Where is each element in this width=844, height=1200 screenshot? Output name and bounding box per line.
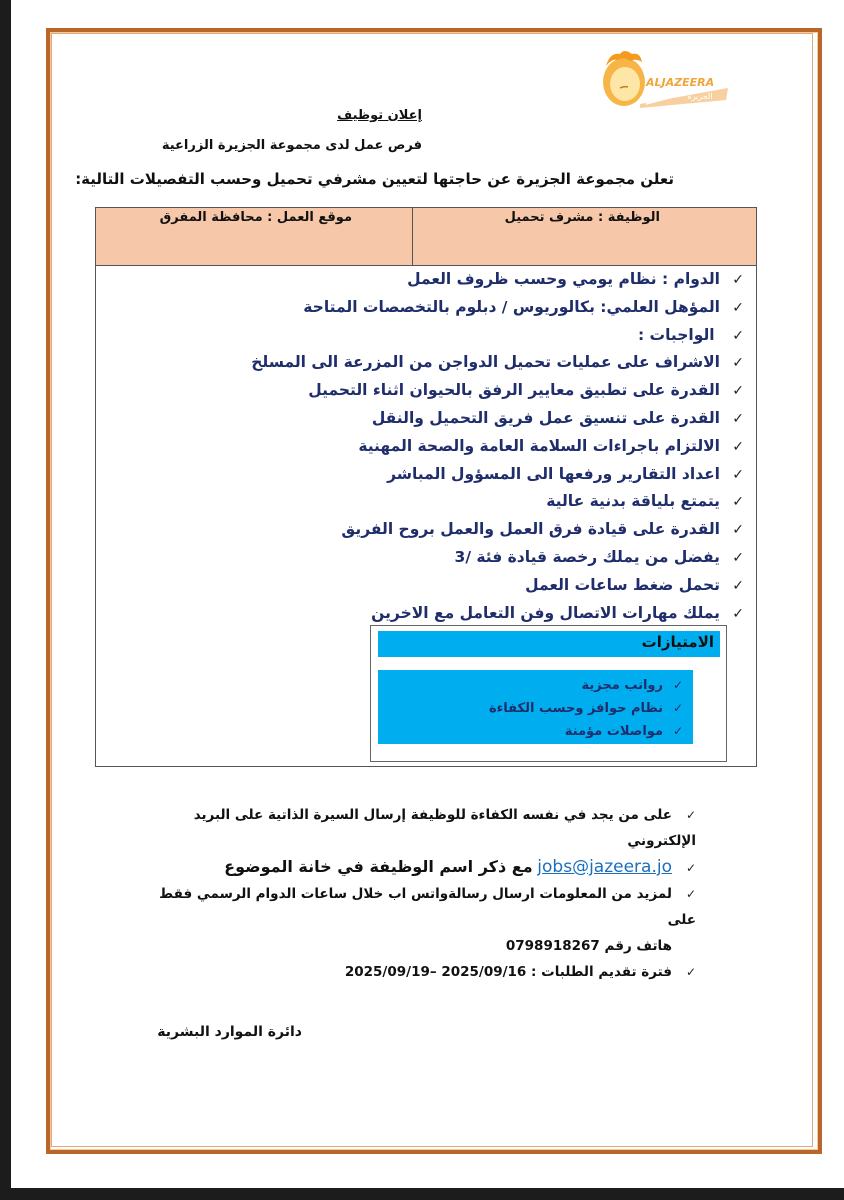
application-period: 2025/09/19– 2025/09/16 <box>344 964 527 980</box>
benefits-list <box>378 670 693 744</box>
list-item: ✓القدرة على تطبيق معايير الرفق بالحيوان اثناء التحميل <box>251 377 744 405</box>
list-item: ✓القدرة على تنسيق عمل فريق التحميل والنقل <box>251 405 744 433</box>
svg-text:ALJAZEERA: ALJAZEERA <box>646 76 715 89</box>
check-icon: ✓ <box>732 549 744 566</box>
page-title: إعلان توظيف <box>337 108 422 123</box>
header-divider <box>412 208 413 265</box>
job-title-cell: الوظيفة : مشرف تحميل <box>504 210 660 225</box>
signature-department: دائرة الموارد البشرية <box>157 1024 302 1040</box>
application-instructions <box>146 802 696 985</box>
list-item: ✓يملك مهارات الاتصال وفن التعامل مع الاخرين <box>251 600 744 628</box>
list-item: ✓لمزيد من المعلومات ارسال رسالةواتس اب خلال ساعات الدوام الرسمي فقط على <box>146 881 696 933</box>
list-item: ✓تحمل ضغط ساعات العمل <box>251 572 744 600</box>
check-icon: ✓ <box>732 605 744 622</box>
list-item: ✓ الواجبات : <box>251 322 744 350</box>
check-icon: ✓ <box>732 494 744 511</box>
check-icon: ✓ <box>672 724 683 738</box>
screen-edge-bottom <box>0 1188 844 1200</box>
check-icon: ✓ <box>732 466 744 483</box>
list-item: ✓نظام حوافز وحسب الكفاءة <box>378 697 693 720</box>
page-subtitle: فرص عمل لدى مجموعة الجزيرة الزراعية <box>161 138 422 153</box>
list-item: ✓فترة تقديم الطلبات : 2025/09/19– 2025/09/16 <box>146 959 696 985</box>
list-item: ✓يتمتع بلياقة بدنية عالية <box>251 488 744 516</box>
check-icon: ✓ <box>732 410 744 427</box>
job-location-cell: موقع العمل : محافظة المفرق <box>159 210 352 225</box>
job-duties-list <box>251 266 744 627</box>
list-item: ✓يفضل من يملك رخصة قيادة فئة /3 <box>251 544 744 572</box>
list-item: ✓الاشراف على عمليات تحميل الدواجن من المزرعة الى المسلخ <box>251 349 744 377</box>
chick-logo-icon <box>600 48 730 110</box>
phone-number: 0798918267 <box>505 938 600 954</box>
list-item: ✓الدوام : نظام يومي وحسب ظروف العمل <box>251 266 744 294</box>
check-icon: ✓ <box>732 327 744 344</box>
list-item: ✓الالتزام باجراءات السلامة العامة والصحة المهنية <box>251 433 744 461</box>
list-item-continued: هاتف رقم 0798918267 <box>505 938 672 954</box>
list-item: ✓اعداد التقارير ورفعها الى المسؤول المباشر <box>251 461 744 489</box>
check-icon: ✓ <box>732 383 744 400</box>
check-icon: ✓ <box>685 965 696 979</box>
intro-text: تعلن مجموعة الجزيرة عن حاجتها لتعيين مشرفي تحميل وحسب التفصيلات التالية: <box>75 170 674 188</box>
list-item: ✓القدرة على قيادة فرق العمل والعمل بروح الفريق <box>251 516 744 544</box>
benefits-heading-bar <box>378 631 720 657</box>
check-icon: ✓ <box>732 438 744 455</box>
list-item: ✓على من يجد في نفسه الكفاءة للوظيفة إرسال السيرة الذاتية على البريد الإلكتروني <box>146 802 696 854</box>
check-icon: ✓ <box>685 887 696 901</box>
check-icon: ✓ <box>732 299 744 316</box>
list-item: ✓رواتب مجزية <box>378 674 693 697</box>
list-item: ✓jobs@jazeera.jo مع ذكر اسم الوظيفة في خانة الموضوع <box>146 854 696 881</box>
check-icon: ✓ <box>732 272 744 288</box>
svg-text:الجزيرة: الجزيرة <box>687 92 713 101</box>
job-table-header <box>96 208 756 266</box>
check-icon: ✓ <box>732 355 744 372</box>
check-icon: ✓ <box>672 701 683 715</box>
company-logo <box>600 48 730 110</box>
check-icon: ✓ <box>732 522 744 539</box>
email-link[interactable]: jobs@jazeera.jo <box>537 857 672 877</box>
list-item: ✓مواصلات مؤمنة <box>378 720 693 743</box>
benefits-heading: الامتيازات <box>641 633 714 651</box>
check-icon: ✓ <box>732 577 744 594</box>
screen-edge-left <box>0 0 11 1200</box>
check-icon: ✓ <box>685 861 696 875</box>
check-icon: ✓ <box>685 808 696 822</box>
check-icon: ✓ <box>672 678 683 692</box>
list-item: ✓المؤهل العلمي: بكالوريوس / دبلوم بالتخصصات المتاحة <box>251 294 744 322</box>
benefits-box <box>370 625 727 762</box>
